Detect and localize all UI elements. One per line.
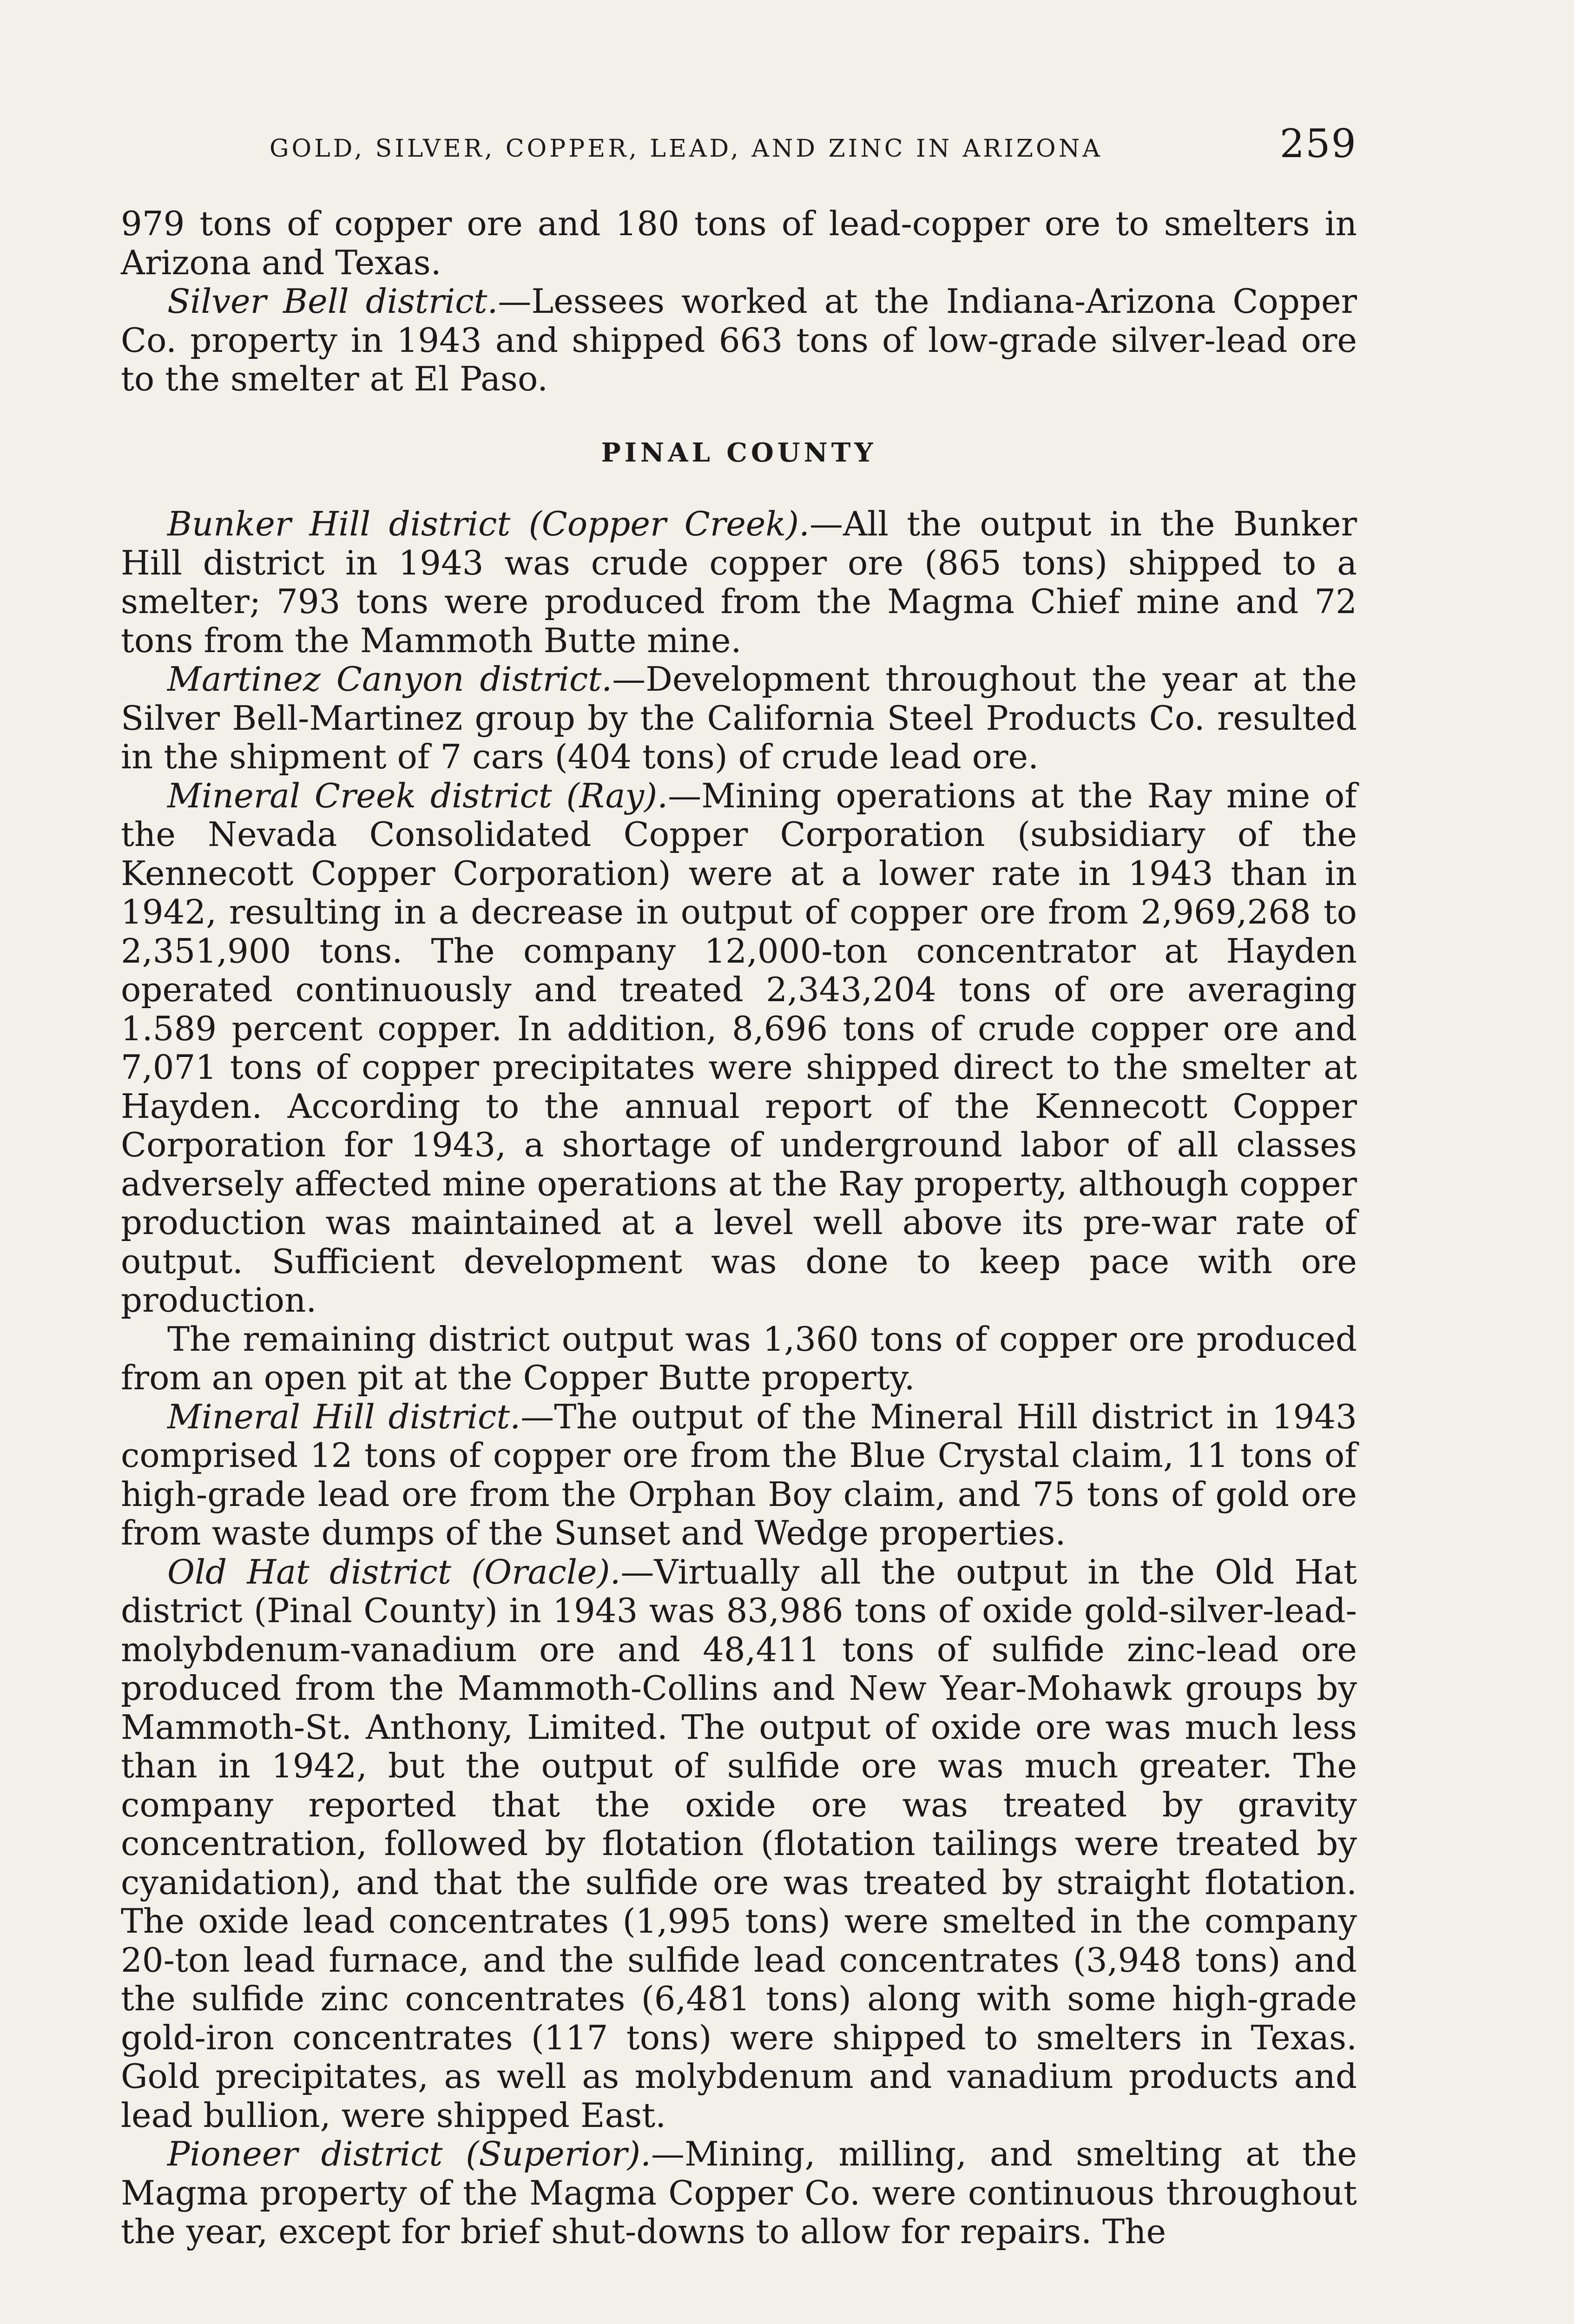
document-page	[121, 121, 1357, 2251]
paragraph-lead: Old Hat district (Oracle).	[167, 1552, 621, 1591]
paragraph: Bunker Hill district (Copper Creek).—All the output in the Bunker Hill district in 1943 was crude copper ore (865 tons) shipped to a smelter; 793 tons were produced from the Magma Chief mine and 72 tons from the Mammoth Butte mine.	[121, 504, 1357, 660]
paragraph-lead: Pioneer district (Superior).	[167, 2134, 651, 2173]
paragraph: Mineral Hill district.—The output of the Mineral Hill district in 1943 comprised 12 tons of copper ore from the Blue Crystal claim, 11 tons of high-grade lead ore from the Orphan Boy claim, and 75 tons of gold ore from waste dumps of the Sunset and Wedge properties.	[121, 1397, 1357, 1552]
page-number: 259	[1279, 121, 1357, 166]
paragraph-lead: Bunker Hill district (Copper Creek).	[167, 504, 810, 543]
running-head	[121, 121, 1357, 172]
paragraph-lead: Silver Bell district.	[167, 282, 498, 321]
paragraph: Pioneer district (Superior).—Mining, milling, and smelting at the Magma property of the Magma Copper Co. were continuous throughout the year, except for brief shut-downs to allow for repairs. The	[121, 2134, 1357, 2251]
paragraph-lead: Mineral Hill district.	[167, 1397, 521, 1436]
paragraph: 979 tons of copper ore and 180 tons of lead-copper ore to smelters in Arizona and Texas.	[121, 204, 1357, 282]
paragraph: Silver Bell district.—Lessees worked at the Indiana-Arizona Copper Co. property in 1943 and shipped 663 tons of low-grade silver-lead ore to the smelter at El Paso.	[121, 282, 1357, 398]
paragraph: The remaining district output was 1,360 tons of copper ore produced from an open pit at the Copper Butte property.	[121, 1319, 1357, 1397]
section-heading: PINAL COUNTY	[601, 437, 877, 468]
paragraph: Mineral Creek district (Ray).—Mining operations at the Ray mine of the Nevada Consolidated Copper Corporation (subsidiary of the Kennecott Copper Corporation) were at a lower rate in 1943 than in 1942, resulting in a decrease in output of copper ore from 2,969,268 to 2,351,900 tons. The company 12,000-ton concentrator at Hayden operated continuously and treated 2,343,204 tons of ore averaging 1.589 percent copper. In addition, 8,696 tons of crude copper ore and 7,071 tons of copper precipitates were shipped direct to the smelter at Hayden. According to the annual report of the Kennecott Copper Corporation for 1943, a shortage of underground labor of all classes adversely affected mine operations at the Ray property, although copper production was maintained at a level well above its pre-war rate of output. Sufficient development was done to keep pace with ore production.	[121, 776, 1357, 1320]
paragraph: Old Hat district (Oracle).—Virtually all the output in the Old Hat district (Pinal County) in 1943 was 83,986 tons of oxide gold-silver-lead-molybdenum-vanadium ore and 48,411 tons of sulfide zinc-lead ore produced from the Mammoth-Collins and New Year-Mohawk groups by Mammoth-St. Anthony, Limited. The output of oxide ore was much less than in 1942, but the output of sulfide ore was much greater. The company reported that the oxide ore was treated by gravity concentration, followed by flotation (flotation tailings were treated by cyanidation), and that the sulfide ore was treated by straight flotation. The oxide lead concentrates (1,995 tons) were smelted in the company 20-ton lead furnace, and the sulfide lead concentrates (3,948 tons) and the sulfide zinc concentrates (6,481 tons) along with some high-grade gold-iron concentrates (117 tons) were shipped to smelters in Texas. Gold precipitates, as well as molybdenum and vanadium products and lead bullion, were shipped East.	[121, 1552, 1357, 2135]
running-head-title: GOLD, SILVER, COPPER, LEAD, AND ZINC IN ARIZONA	[270, 135, 1103, 163]
paragraph: Martinez Canyon district.—Development throughout the year at the Silver Bell-Martinez group by the California Steel Products Co. resulted in the shipment of 7 cars (404 tons) of crude lead ore.	[121, 660, 1357, 776]
body-text	[121, 205, 1357, 2251]
paragraph-lead: Mineral Creek district (Ray).	[167, 776, 668, 815]
paragraph-lead: Martinez Canyon district.	[167, 660, 612, 699]
